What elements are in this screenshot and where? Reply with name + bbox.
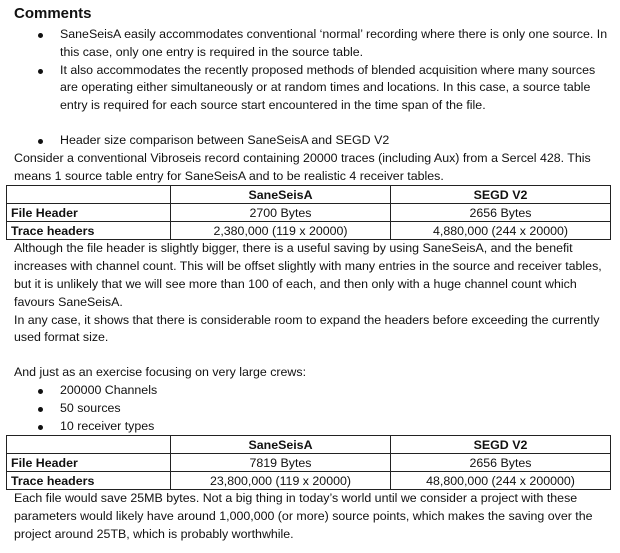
- table-header-row: [7, 186, 611, 204]
- table-row: [7, 472, 611, 490]
- paragraph-although: Although the file header is slightly bigger, there is a useful saving by using SaneSeisA, and the benefit increases with channel count. This will be offset slightly with many entries in the source and receiver tables, but it is unlikely that we will see more than 100 of each, and then only with a huge channel count which favours SaneSeisA.: [14, 241, 602, 309]
- list-item: It also accommodates the recently proposed methods of blended acquisition where many sources are operating either simultaneously or at random times and locations. In this case, a source table entry is required for each source start encountered in the time span of the file.: [14, 62, 614, 115]
- table-row: [7, 454, 611, 472]
- table-row: [7, 222, 611, 240]
- document-page: [11, 4, 614, 544]
- spacer: [14, 347, 614, 364]
- paragraph-exercise: And just as an exercise focusing on very large crews:: [14, 365, 307, 380]
- list-item: 50 sources: [14, 400, 614, 418]
- table-cell: 2,380,000 (119 x 20000): [171, 222, 391, 240]
- table-cell: 2656 Bytes: [391, 454, 611, 472]
- list-item: Header size comparison between SaneSeisA and SEGD V2: [14, 132, 614, 150]
- page-title: Comments: [14, 5, 92, 22]
- row-label: File Header: [7, 204, 171, 222]
- table-row: [7, 204, 611, 222]
- header-size-bullet-list: [14, 132, 614, 150]
- paragraph-any-case: In any case, it shows that there is considerable room to expand the headers before exceeding the currently used format size.: [14, 312, 600, 345]
- intro-bullet-list: [14, 26, 614, 115]
- row-label: File Header: [7, 454, 171, 472]
- spacer: [14, 115, 614, 132]
- row-label: Trace headers: [7, 222, 171, 240]
- comparison-table-large-crew: [6, 435, 611, 490]
- list-item: 200000 Channels: [14, 382, 614, 400]
- paragraph-vibroseis: Consider a conventional Vibroseis record containing 20000 traces (including Aux) from a Sercel 428. This means 1 source table entry for SaneSeisA and to be realistic 4 receiver tables.: [14, 150, 591, 183]
- table-header-cell: SEGD V2: [391, 186, 611, 204]
- table-header-cell: SaneSeisA: [171, 186, 391, 204]
- table-cell: 23,800,000 (119 x 20000): [171, 472, 391, 490]
- crew-bullet-list: [14, 382, 614, 435]
- table-cell: 48,800,000 (244 x 200000): [391, 472, 611, 490]
- paragraph-final: Each file would save 25MB bytes. Not a big thing in today’s world until we consider a project with these parameters would likely have around 1,000,000 (or more) source points, which makes the saving over the project around 25TB, which is probably worthwhile.: [14, 491, 593, 541]
- table-header-cell: SEGD V2: [391, 436, 611, 454]
- table-header-cell: [7, 186, 171, 204]
- table-cell: 2656 Bytes: [391, 204, 611, 222]
- table-header-cell: [7, 436, 171, 454]
- list-item: 10 receiver types: [14, 418, 614, 436]
- table-header-row: [7, 436, 611, 454]
- table-header-cell: SaneSeisA: [171, 436, 391, 454]
- table-cell: 2700 Bytes: [171, 204, 391, 222]
- table-cell: 4,880,000 (244 x 20000): [391, 222, 611, 240]
- table-cell: 7819 Bytes: [171, 454, 391, 472]
- comparison-table-standard: [6, 185, 611, 240]
- list-item: SaneSeisA easily accommodates conventional ‘normal’ recording where there is only one source. In this case, only one entry is required in the source table.: [14, 26, 614, 62]
- row-label: Trace headers: [7, 472, 171, 490]
